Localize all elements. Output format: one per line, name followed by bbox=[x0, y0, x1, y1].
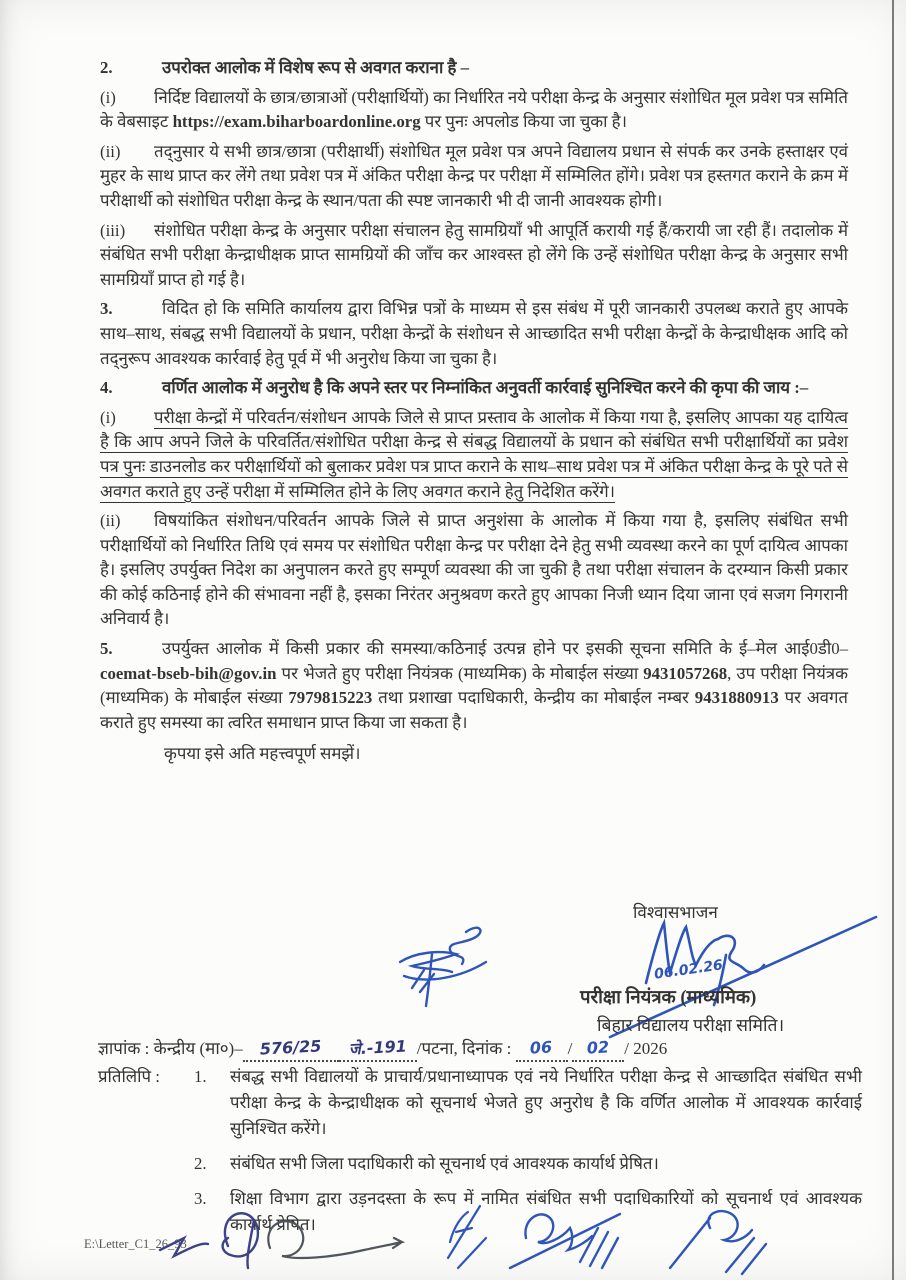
committee-email: coemat-bseb-bih@gov.in bbox=[100, 663, 277, 683]
para-2i-text-post: पर पुनः अपलोड किया जा चुका है। bbox=[420, 112, 627, 132]
routing-signatures-ink bbox=[150, 1198, 810, 1280]
memo-slash: / bbox=[567, 1039, 573, 1058]
para-2-heading-text: उपरोक्त आलोक में विशेष रूप से अवगत कराना है – bbox=[162, 58, 469, 77]
para-4-item-i bbox=[100, 406, 848, 504]
para-5-seg3: , उप परीक्षा नियंत्रक (माध्यमिक) के मोबाईल संख्या bbox=[100, 663, 848, 708]
copy-item-1 bbox=[98, 1064, 862, 1142]
memo-number-field-1 bbox=[243, 1038, 339, 1062]
memo-number-handwritten-1: 576/25 bbox=[259, 1036, 322, 1059]
para-4ii-label: (ii) bbox=[100, 511, 121, 531]
memo-middle: /पटना, दिनांक : bbox=[416, 1039, 512, 1058]
salutation-text: विश्वासभाजन bbox=[633, 903, 718, 922]
signature-date-handwritten: 06.02.26 bbox=[653, 957, 724, 983]
copy-1-number: 1. bbox=[194, 1067, 207, 1086]
para-3-number: 3. bbox=[100, 299, 113, 319]
memo-month-handwritten: 02 bbox=[586, 1037, 610, 1058]
para-5-number: 5. bbox=[100, 639, 113, 659]
signature-ink-center bbox=[382, 918, 500, 1010]
para-2-heading bbox=[100, 56, 848, 81]
para-2ii-text: तद्नुसार ये सभी छात्र/छात्रा (परीक्षार्थी) संशोधित मूल प्रवेश पत्र अपने विद्यालय प्रधान से संपर्क कर उनके हस्ताक्षर एवं मुहर के साथ प्राप्त कर लेंगे तथा प्रवेश पत्र में अंकित परीक्षा केन्द्र पर परीक्षा में सम्मिलित होंगे। प्रवेश पत्र हस्तगत कराने के क्रम में परीक्षार्थी को संशोधित परीक्षा केन्द्र के स्थान/पता की स्पष्ट जानकारी भी दी जानी आवश्यक होगी। bbox=[100, 141, 848, 210]
memo-day-field bbox=[516, 1038, 568, 1062]
para-4ii-text: विषयांकित संशोधन/परिवर्तन आपके जिले से प्राप्त अनुशंसा के आलोक में किया गया है, इसलिए संबंधित सभी परीक्षार्थियों को निर्धारित तिथि एवं समय पर संशोधित परीक्षा केन्द्र पर परीक्षा देने हेतु सभी व्यवस्था करने का पूर्ण दायित्व आपका है। इसलिए उपर्युक्त निदेश का अनुपालन करते हुए सम्पूर्ण व्यवस्था की जा चुकी है तथा परीक्षा संचालन के दरम्यान किसी प्रकार की कोई कठिनाई होने की संभावना नहीं है, इसका निरंतर अनुश्रवण करते हुए आपका निजी ध्यान दिया जाना एवं सजग निगरानी अनिवार्य है। bbox=[100, 511, 848, 629]
para-5 bbox=[100, 637, 848, 735]
para-5-seg2: पर भेजते हुए परीक्षा नियंत्रक (माध्यमिक) के मोबाईल संख्या bbox=[276, 663, 644, 683]
branch-officer-mobile-number: 9431880913 bbox=[694, 688, 779, 708]
memo-month-field bbox=[572, 1038, 624, 1062]
copy-1-text: संबद्ध सभी विद्यालयों के प्राचार्य/प्रधानाध्यापक एवं नये निर्धारित परीक्षा केन्द्र से आच्छादित संबंधित सभी परीक्षा केन्द्र के केन्द्राधीक्षक को सूचनार्थ भेजते हुए अनुरोध है कि वर्णित आलोक में आवश्यक कार्रवाई सुनिश्चित करेंगे। bbox=[230, 1067, 862, 1138]
para-4i-text-underlined: परीक्षा केन्द्रों में परिवर्तन/संशोधन आपके जिले से प्राप्त प्रस्ताव के आलोक में किया गया है, इसलिए आपका यह दायित्व है कि आप अपने जिले के परिवर्तित/संशोधित परीक्षा केन्द्र से संबद्ध विद्यालयों के प्रधान को संबंधित सभी परीक्षार्थियों का प्रवेश पत्र पुनः डाउनलोड कर परीक्षार्थियों को बुलाकर प्रवेश पत्र प्राप्त कराने के साथ–साथ प्रवेश पत्र में अंकित परीक्षा केन्द्र के पूरे पते से अवगत कराते हुए उन्हें परीक्षा में सम्मिलित होने के लिए अवगत कराने हेतु निदेशित करेंगे। bbox=[100, 407, 848, 501]
memo-day-handwritten: 06 bbox=[529, 1037, 553, 1058]
para-5-seg1: उपर्युक्त आलोक में किसी प्रकार की समस्या/कठिनाई उत्पन्न होने पर इसकी सूचना समिति के ई–मेल आई0डी0– bbox=[162, 639, 848, 659]
para-2-item-ii bbox=[100, 140, 848, 214]
para-3 bbox=[100, 297, 848, 371]
signatory-organization: बिहार विद्यालय परीक्षा समिति। bbox=[597, 1015, 785, 1035]
copy-2-number: 2. bbox=[194, 1154, 207, 1173]
para-2ii-label: (ii) bbox=[100, 141, 121, 161]
signatory-designation: परीक्षा नियंत्रक (माध्यमिक) bbox=[580, 988, 757, 1008]
copies-label: प्रतिलिपि : bbox=[98, 1067, 160, 1086]
memo-number-line bbox=[98, 1036, 860, 1062]
para-2-item-i bbox=[100, 86, 848, 135]
memo-year: / 2026 bbox=[624, 1039, 668, 1058]
para-4i-label: (i) bbox=[100, 407, 116, 427]
para-2i-text-pre: निर्दिष्ट विद्यालयों के छात्र/छात्राओं (परीक्षार्थियों) का निर्धारित नये परीक्षा केन्द्र के अनुसार संशोधित मूल प्रवेश पत्र समिति के वेबसाइट bbox=[100, 87, 848, 132]
letter-body bbox=[100, 56, 848, 767]
closing-note: कृपया इसे अति महत्त्वपूर्ण समझें। bbox=[164, 744, 361, 764]
website-url: https://exam.biharboardonline.org bbox=[172, 112, 421, 132]
para-2i-label: (i) bbox=[100, 87, 116, 107]
copy-3-text: शिक्षा विभाग द्वारा उड़नदस्ता के रूप में नामित संबंधित सभी पदाधिकारियों को सूचनार्थ एवं आवश्यक कार्यार्थ प्रेषित। bbox=[230, 1189, 862, 1234]
memo-number-field-2 bbox=[339, 1038, 417, 1062]
para-4-number: 4. bbox=[100, 378, 113, 398]
para-3-text: विदित हो कि समिति कार्यालय द्वारा विभिन्न पत्रों के माध्यम से इस संबंध में पूरी जानकारी उपलब्ध कराते हुए आपके साथ–साथ, संबद्ध सभी विद्यालयों के प्रधान, परीक्षा केन्द्रों के संशोधन से आच्छादित सभी परीक्षा केन्द्रों के केन्द्राधीक्षक आदि को तद्नुरूप आवश्यक कार्रवाई हेतु पूर्व में भी अनुरोध किया जा चुका है। bbox=[100, 299, 848, 368]
copy-item-2 bbox=[98, 1151, 862, 1177]
para-4-item-ii bbox=[100, 509, 848, 632]
copy-2-text: संबंधित सभी जिला पदाधिकारी को सूचनार्थ एवं आवश्यक कार्यार्थ प्रेषित। bbox=[230, 1154, 659, 1173]
para-2iii-label: (iii) bbox=[100, 220, 126, 240]
deputy-controller-mobile-number: 7979815223 bbox=[288, 688, 373, 708]
scan-artifact-line bbox=[892, 0, 894, 1280]
para-5-seg5: पर अवगत कराते हुए समस्या का त्वरित समाधान प्राप्त किया जा सकता है। bbox=[100, 688, 848, 732]
memo-label: ज्ञापांक : केन्द्रीय (मा०)– bbox=[98, 1039, 243, 1058]
para-4-heading-text: वर्णित आलोक में अनुरोध है कि अपने स्तर पर निम्नांकित अनुवर्ती कार्रवाई सुनिश्चित करने की कृपा की जाय :– bbox=[162, 378, 809, 398]
file-reference: E:\Letter_C1_26_93 bbox=[84, 1237, 187, 1251]
para-5-seg4: तथा प्रशाखा पदाधिकारी, केन्द्रीय का मोबाईल नम्बर bbox=[372, 688, 695, 708]
memo-number-handwritten-2: जे.-191 bbox=[348, 1036, 407, 1059]
para-2-number: 2. bbox=[100, 58, 113, 77]
para-4-heading bbox=[100, 376, 848, 401]
controller-mobile-number: 9431057268 bbox=[643, 663, 728, 683]
para-2-item-iii bbox=[100, 219, 848, 293]
copy-3-number: 3. bbox=[194, 1189, 207, 1208]
para-2iii-text: संशोधित परीक्षा केन्द्र के अनुसार परीक्षा संचालन हेतु सामग्रियाँ भी आपूर्ति करायी गई हैं/करायी जा रही हैं। तदालोक में संबंधित सभी परीक्षा केन्द्राधीक्षक प्राप्त सामग्रियों की जाँच कर आश्वस्त हो लेंगे कि उन्हें संशोधित परीक्षा केन्द्र के अनुसार सभी सामग्रियाँ प्राप्त हो गई है। bbox=[100, 220, 848, 289]
